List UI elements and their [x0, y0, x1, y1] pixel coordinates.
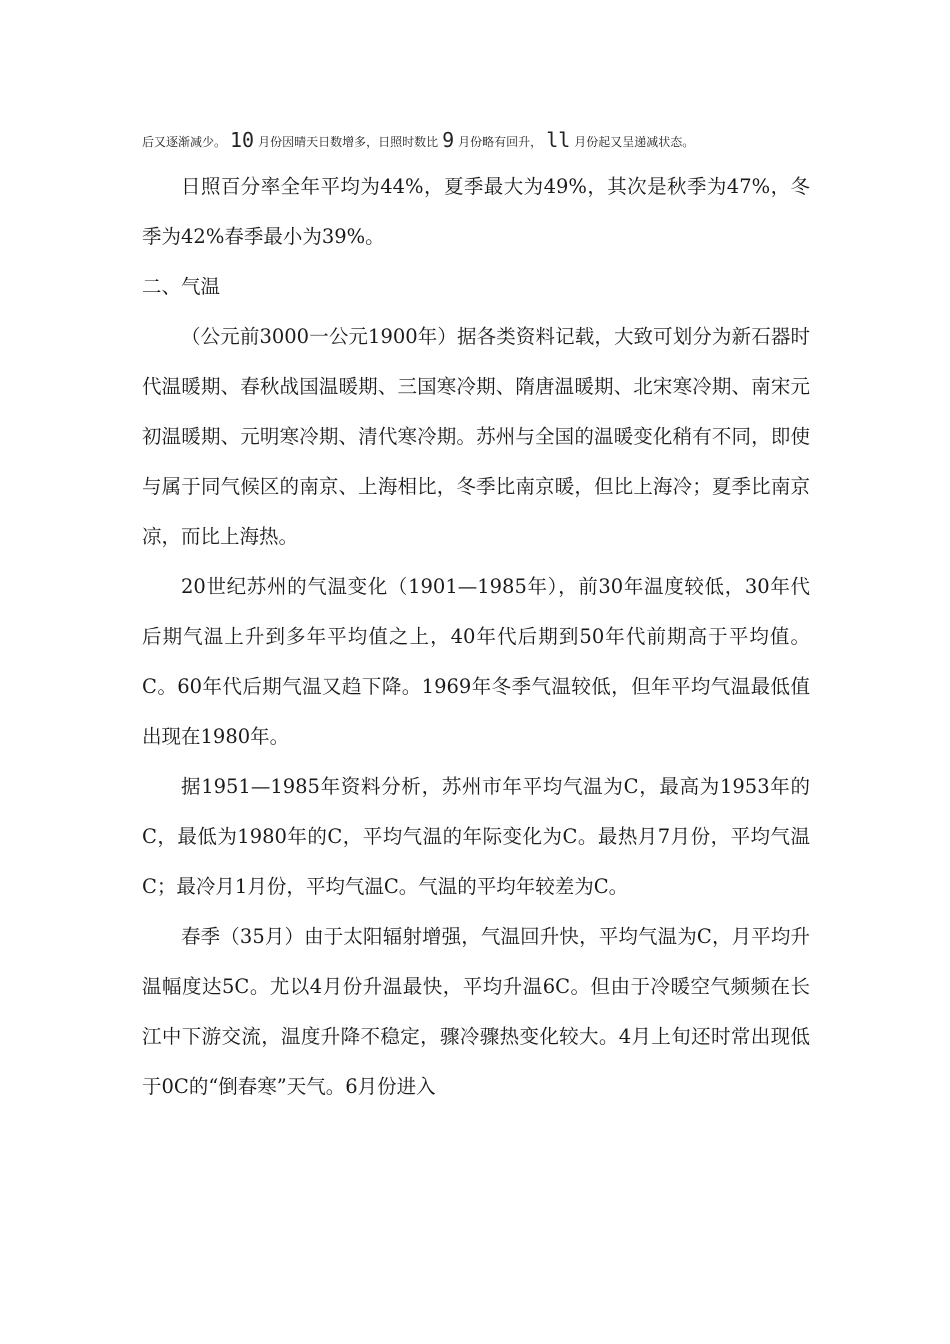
- intro-number-2: 9: [442, 128, 455, 152]
- intro-line: [142, 126, 842, 156]
- intro-number-3: ll: [546, 128, 571, 152]
- section-heading: 二、气温: [142, 275, 221, 298]
- intro-text-2: 月份因晴天日数增多，日照时数比: [258, 135, 439, 149]
- paragraph-century: 20世纪苏州的气温变化（1901—1985年），前30年温度较低，30年代后期气温上升到多年平均值之上，40年代后期到50年代前期高于平均值。C。60年代后期气温又趋下降。1969年冬季气温较低，但年平均气温最低值出现在1980年。: [142, 575, 810, 748]
- intro-number-1: 10: [230, 128, 255, 152]
- paragraph-spring: 春季（35月）由于太阳辐射增强，气温回升快，平均气温为C，月平均升温幅度达5C。尤以4月份升温最快，平均升温6C。但由于冷暖空气频频在长江中下游交流，温度升降不稳定，骤冷骤热变化较大。4月上旬还时常出现低于0C的“倒春寒”天气。6月份进入: [142, 925, 810, 1098]
- paragraph-analysis: 据1951—1985年资料分析，苏州市年平均气温为C，最高为1953年的C，最低为1980年的C，平均气温的年际变化为C。最热月7月份，平均气温C；最冷月1月份，平均气温C。气温的平均年较差为C。: [142, 775, 810, 898]
- intro-text-1: 后又逐渐减少。: [142, 135, 227, 149]
- paragraph-sunshine: 日照百分率全年平均为44%，夏季最大为49%，其次是秋季为47%，冬季为42%春季最小为39%。: [142, 175, 810, 248]
- body-text: [142, 162, 810, 1112]
- intro-text-4: 月份起又呈递减状态。: [574, 135, 695, 149]
- paragraph-history: （公元前3000一公元1900年）据各类资料记载，大致可划分为新石器时代温暖期、春秋战国温暖期、三国寒冷期、隋唐温暖期、北宋寒冷期、南宋元初温暖期、元明寒冷期、清代寒冷期。苏州与全国的温暖变化稍有不同，即使与属于同气候区的南京、上海相比，冬季比南京暖，但比上海冷；夏季比南京凉，而比上海热。: [142, 325, 810, 548]
- intro-text-3: 月份略有回升，: [458, 135, 543, 149]
